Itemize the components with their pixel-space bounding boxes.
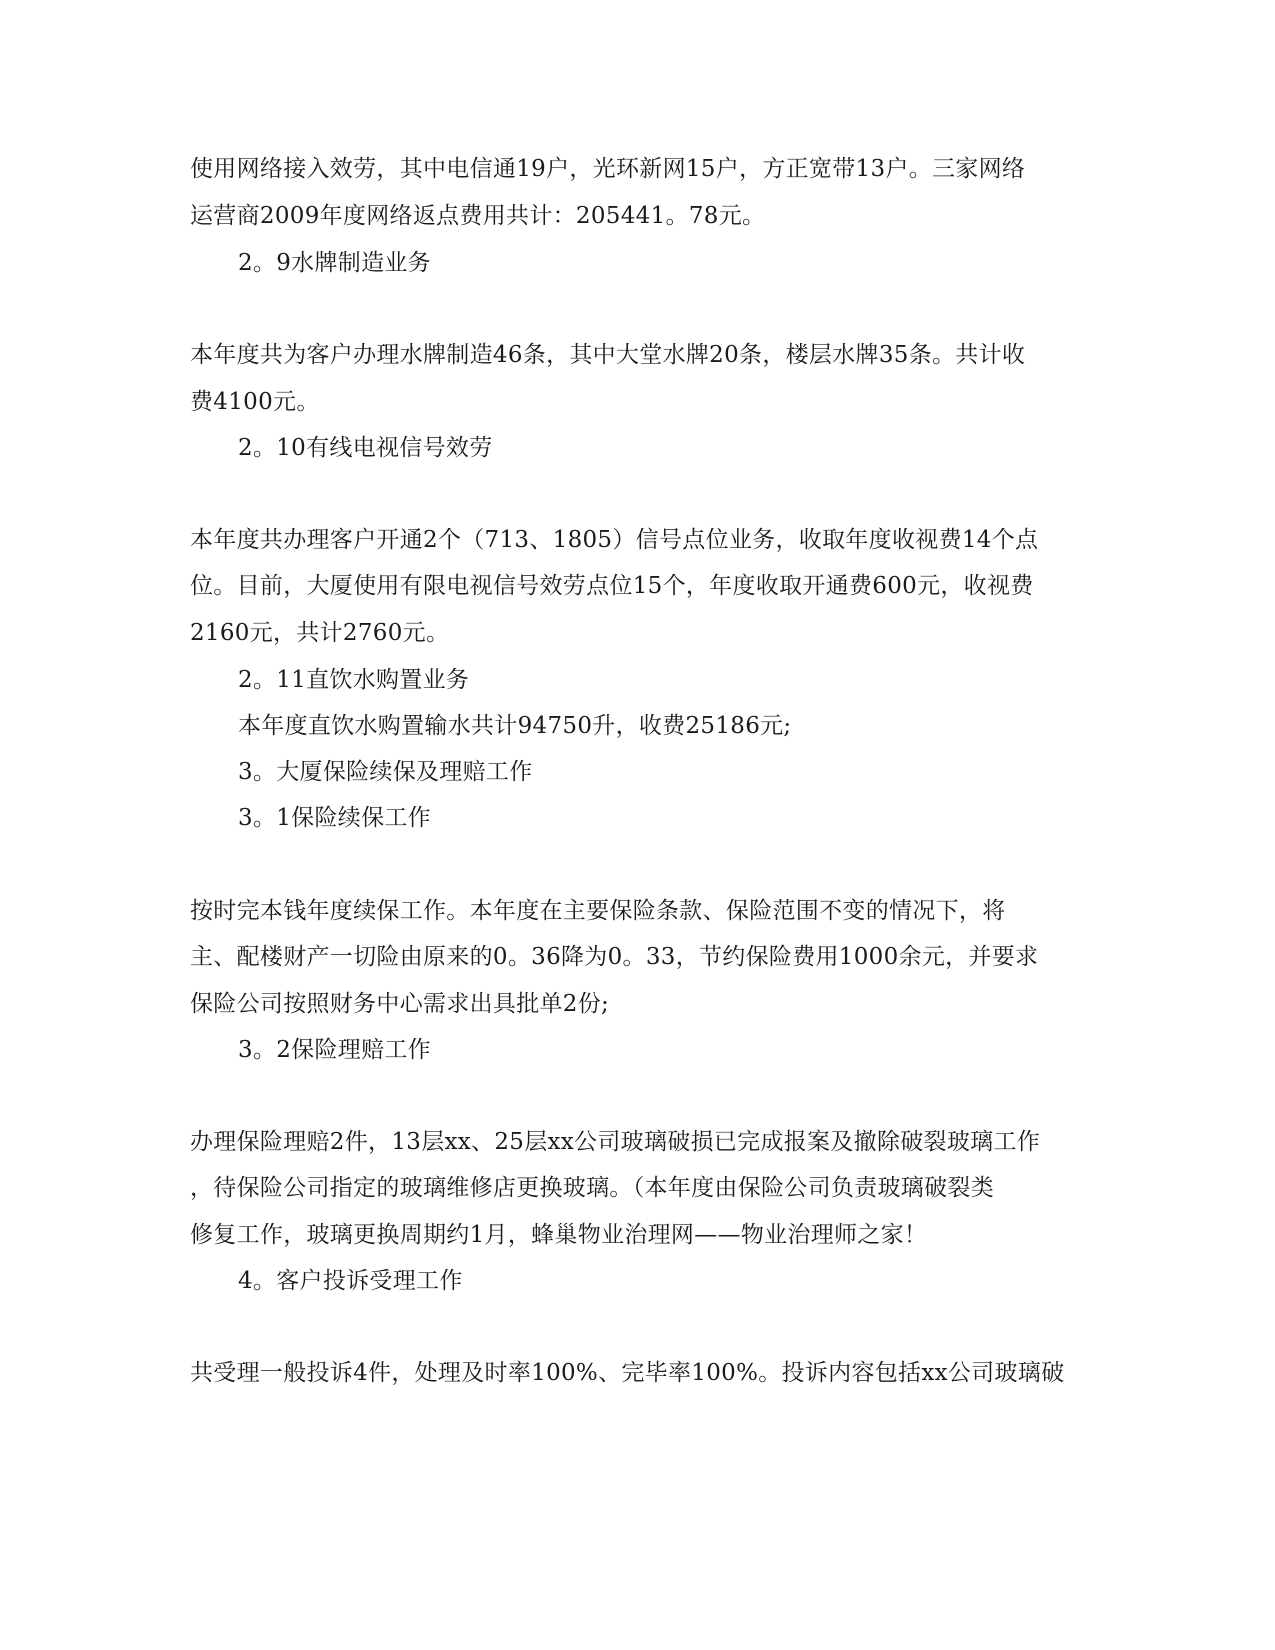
body-text-line: 本年度直饮水购置输水共计94750升，收费25186元; (238, 713, 792, 739)
body-text-line: 保险公司按照财务中心需求出具批单2份; (190, 991, 610, 1017)
body-text-line: ，待保险公司指定的玻璃维修店更换玻璃。（本年度由保险公司负责玻璃破裂类 (190, 1175, 994, 1201)
body-text-line: 修复工作，玻璃更换周期约1月，蜂巢物业治理网——物业治理师之家！ (190, 1222, 928, 1248)
body-text-line: 位。目前，大厦使用有限电视信号效劳点位15个，年度收取开通费600元，收视费 (190, 573, 1034, 599)
body-text-line: 办理保险理赔2件，13层xx、25层xx公司玻璃破损已完成报案及撤除破裂玻璃工作 (190, 1129, 1041, 1155)
section-heading: 2。10有线电视信号效劳 (238, 435, 493, 461)
body-text-line: 本年度共为客户办理水牌制造46条，其中大堂水牌20条，楼层水牌35条。共计收 (190, 342, 1026, 368)
section-heading: 2。9水牌制造业务 (238, 250, 431, 276)
body-text-line: 共受理一般投诉4件，处理及时率100%、完毕率100%。投诉内容包括xx公司玻璃破 (190, 1360, 1065, 1386)
section-heading: 2。11直饮水购置业务 (238, 667, 470, 693)
body-text-line: 按时完本钱年度续保工作。本年度在主要保险条款、保险范围不变的情况下，将 (190, 898, 1006, 924)
body-text-line: 费4100元。 (190, 389, 320, 415)
body-text-line: 使用网络接入效劳，其中电信通19户，光环新网15户，方正宽带13户。三家网络 (190, 156, 1026, 182)
section-heading: 3。大厦保险续保及理赔工作 (238, 759, 533, 785)
body-text-line: 主、配楼财产一切险由原来的0。36降为0。33，节约保险费用1000余元，并要求 (190, 944, 1039, 970)
body-text-line: 2160元，共计2760元。 (190, 620, 450, 646)
section-heading: 4。客户投诉受理工作 (238, 1268, 463, 1294)
section-heading: 3。2保险理赔工作 (238, 1037, 431, 1063)
body-text-line: 运营商2009年度网络返点费用共计：205441。78元。 (190, 203, 766, 229)
body-text-line: 本年度共办理客户开通2个（713、1805）信号点位业务，收取年度收视费14个点 (190, 527, 1039, 553)
section-heading: 3。1保险续保工作 (238, 805, 431, 831)
